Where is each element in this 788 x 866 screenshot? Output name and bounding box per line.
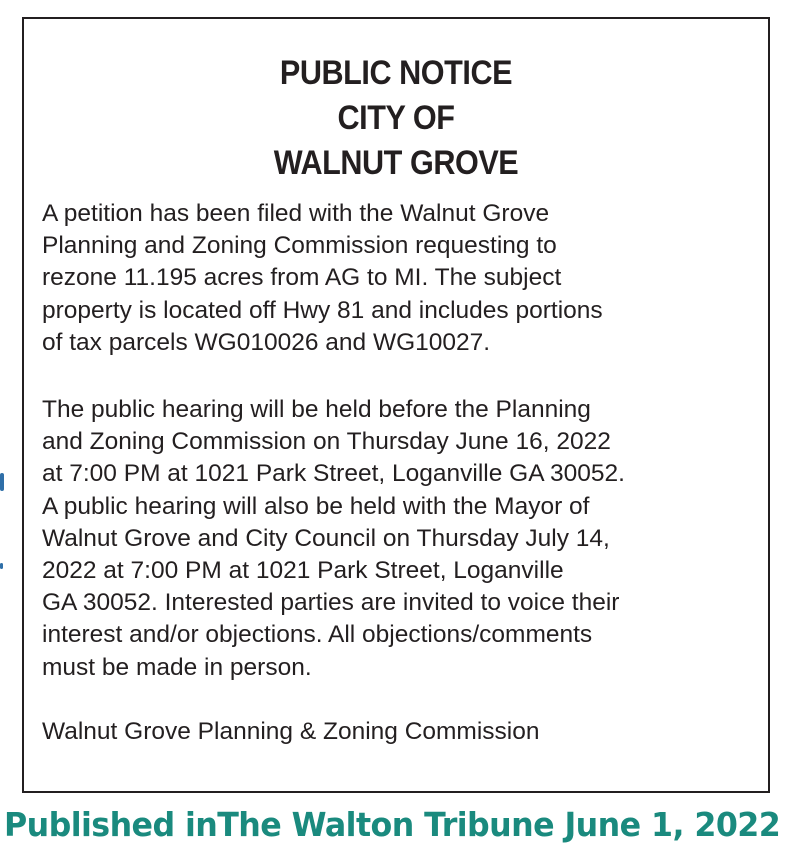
paragraph-line: rezone 11.195 acres from AG to MI. The subject (42, 264, 562, 292)
petition-paragraph (42, 198, 762, 359)
title-line: CITY OF (337, 99, 455, 137)
public-notice-box (22, 17, 770, 793)
paragraph-line: property is located off Hwy 81 and includes portions (42, 296, 603, 324)
hearing-paragraph (42, 394, 762, 684)
title-line: WALNUT GROVE (273, 144, 519, 182)
paragraph-line: at 7:00 PM at 1021 Park Street, Loganville GA 30052. (42, 460, 625, 488)
title-line: PUBLIC NOTICE (279, 54, 513, 92)
paragraph-line: The public hearing will be held before the Planning (42, 396, 591, 423)
paragraph-line: 2022 at 7:00 PM at 1021 Park Street, Loganville (42, 557, 564, 585)
paragraph-line: Planning and Zoning Commission requesting to (42, 232, 557, 260)
page-edge-mark (0, 473, 4, 491)
paragraph-line: A petition has been filed with the Walnut Grove (42, 200, 550, 227)
paragraph-line: A public hearing will also be held with the Mayor of (42, 492, 590, 520)
publication-credit: Published inThe Walton Tribune June 1, 2022 (4, 805, 781, 844)
paragraph-line: Walnut Grove and City Council on Thursday July 14, (42, 524, 610, 552)
paragraph-line: of tax parcels WG010026 and WG10027. (42, 328, 491, 356)
paragraph-line: interest and/or objections. All objections/comments (42, 621, 593, 649)
page-edge-mark (0, 563, 3, 569)
paragraph-line: must be made in person. (42, 653, 312, 681)
notice-title (61, 51, 731, 186)
paragraph-line: and Zoning Commission on Thursday June 16, 2022 (42, 428, 611, 456)
paragraph-line: GA 30052. Interested parties are invited to voice their (42, 589, 620, 617)
signature-line: Walnut Grove Planning & Zoning Commission (42, 718, 540, 745)
